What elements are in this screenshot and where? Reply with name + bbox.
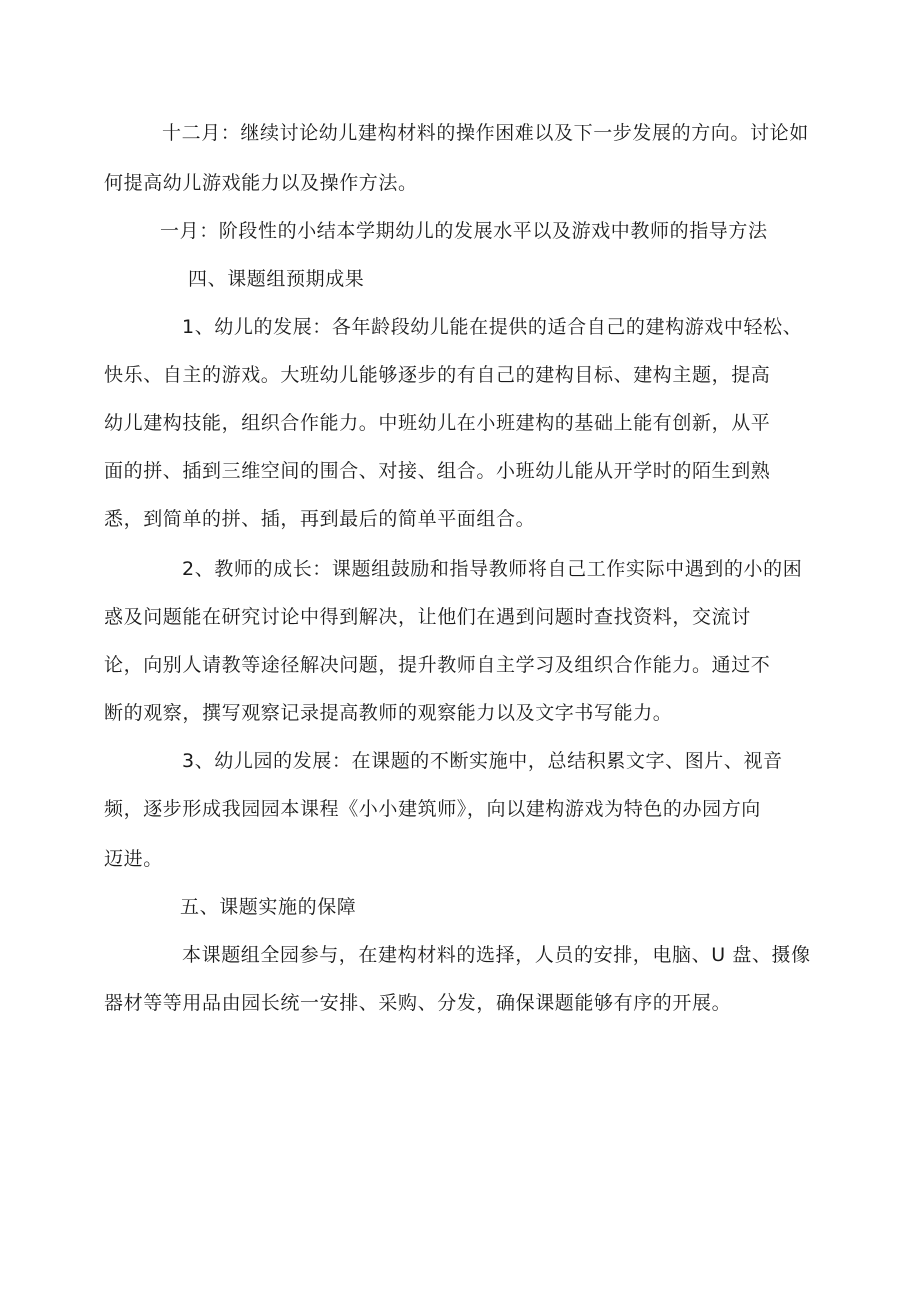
section-heading-expected-results: 四、课题组预期成果 xyxy=(188,268,365,290)
item-children-development-line-3: 幼儿建构技能，组织合作能力。中班幼儿在小班建构的基础上能有创新，从平 xyxy=(104,412,771,434)
item-children-development-line-4: 面的拼、插到三维空间的围合、对接、组合。小班幼儿能从开学时的陌生到熟 xyxy=(104,460,771,482)
item-kindergarten-development-line-2: 频，逐步形成我园园本课程《小小建筑师》，向以建构游戏为特色的办园方向 xyxy=(104,798,761,820)
item-teacher-growth-line-1: 2、教师的成长：课题组鼓励和指导教师将自己工作实际中遇到的小的困 xyxy=(182,558,803,580)
item-teacher-growth-line-3: 论，向别人请教等途径解决问题，提升教师自主学习及组织合作能力。通过不 xyxy=(104,654,771,676)
item-children-development-line-1: 1、幼儿的发展：各年龄段幼儿能在提供的适合自己的建构游戏中轻松、 xyxy=(182,316,803,338)
item-children-development-line-5: 悉，到简单的拼、插，再到最后的简单平面组合。 xyxy=(104,508,536,530)
paragraph-january: 一月：阶段性的小结本学期幼儿的发展水平以及游戏中教师的指导方法 xyxy=(160,220,768,242)
item-children-development-line-2: 快乐、自主的游戏。大班幼儿能够逐步的有自己的建构目标、建构主题，提高 xyxy=(104,364,771,386)
item-teacher-growth-line-4: 断的观察，撰写观察记录提高教师的观察能力以及文字书写能力。 xyxy=(104,702,673,724)
section-heading-implementation-guarantee: 五、课题实施的保障 xyxy=(180,896,357,918)
paragraph-december-line-2: 何提高幼儿游戏能力以及操作方法。 xyxy=(104,172,418,194)
item-teacher-growth-line-2: 惑及问题能在研究讨论中得到解决，让他们在遇到问题时查找资料，交流讨 xyxy=(104,606,751,628)
item-kindergarten-development-line-1: 3、幼儿园的发展：在课题的不断实施中，总结积累文字、图片、视音 xyxy=(182,750,783,772)
item-kindergarten-development-line-3: 迈进。 xyxy=(104,848,163,870)
paragraph-guarantee-line-2: 器材等等用品由园长统一安排、采购、分发，确保课题能够有序的开展。 xyxy=(104,992,732,1014)
paragraph-guarantee-line-1: 本课题组全园参与，在建构材料的选择，人员的安排，电脑、U 盘、摄像 xyxy=(182,944,811,966)
paragraph-december-line-1: 十二月：继续讨论幼儿建构材料的操作困难以及下一步发展的方向。讨论如 xyxy=(162,122,809,144)
